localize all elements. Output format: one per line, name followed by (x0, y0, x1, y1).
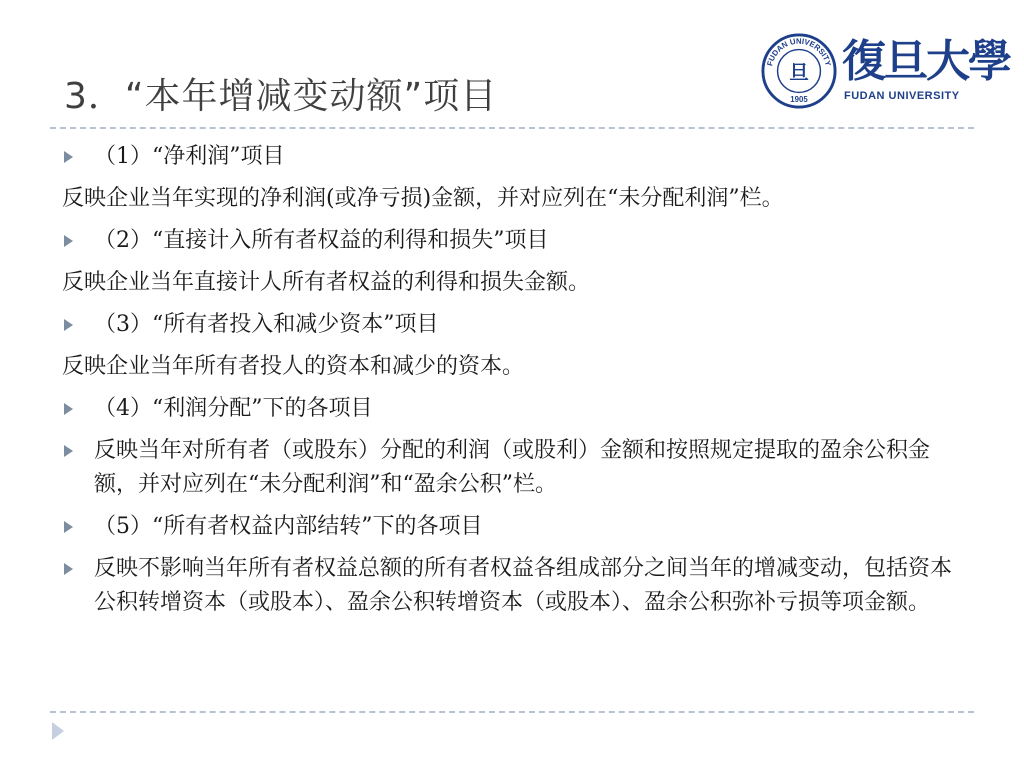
bullet-arrow-icon (64, 445, 73, 457)
list-item (62, 552, 962, 620)
bullet-arrow-icon (64, 151, 73, 163)
item-text: 反映当年对所有者（或股东）分配的利润（或股利）金额和按照规定提取的盈余公积金额，并对应列在“未分配利润”和“盈余公积”栏。 (94, 438, 931, 497)
bullet-arrow-icon (64, 521, 73, 533)
seal-arc-text: FUDAN UNIVERSITY (765, 36, 833, 67)
paragraph (62, 266, 962, 300)
bullet-arrow-icon (64, 403, 73, 415)
item-text: 反映不影响当年所有者权益总额的所有者权益各组成部分之间当年的增减变动，包括资本公积转增资本（或股本）、盈余公积转增资本（或股本）、盈余公积弥补亏损等项金额。 (94, 556, 953, 615)
seal-year: 1905 (790, 95, 808, 105)
paragraph (62, 182, 962, 216)
paragraph (62, 350, 962, 384)
bullet-arrow-icon (64, 319, 73, 331)
logo-chinese-name: 復旦大學 (842, 36, 1010, 87)
item-text: （1）“净利润”项目 (94, 144, 285, 169)
item-text: 反映企业当年所有者投人的资本和减少的资本。 (62, 354, 525, 379)
bullet-arrow-icon (64, 235, 73, 247)
item-text: （3）“所有者投入和减少资本”项目 (94, 312, 439, 337)
slide-title: 3．“本年增减变动额”项目 (64, 76, 498, 117)
bullet-arrow-icon (64, 563, 73, 575)
item-text: 反映企业当年直接计人所有者权益的利得和损失金额。 (62, 270, 591, 295)
item-text: （5）“所有者权益内部结转”下的各项目 (94, 514, 483, 539)
item-text: （2）“直接计入所有者权益的利得和损失”项目 (94, 228, 549, 253)
item-text: 反映企业当年实现的净利润(或净亏损)金额，并对应列在“未分配利润”栏。 (62, 186, 784, 211)
logo-english-name: FUDAN UNIVERSITY (844, 90, 960, 102)
corner-triangle-icon (52, 722, 64, 740)
list-item (62, 392, 962, 426)
header-divider (50, 127, 974, 129)
list-item (62, 308, 962, 342)
slide-body (62, 140, 962, 628)
list-item (62, 224, 962, 258)
university-logo (760, 30, 1010, 112)
footer-divider (50, 711, 974, 713)
seal-glyph: 旦 (789, 60, 809, 84)
list-item (62, 434, 962, 502)
item-text: （4）“利润分配”下的各项目 (94, 396, 373, 421)
list-item (62, 140, 962, 174)
university-seal-icon (760, 32, 838, 110)
list-item (62, 510, 962, 544)
